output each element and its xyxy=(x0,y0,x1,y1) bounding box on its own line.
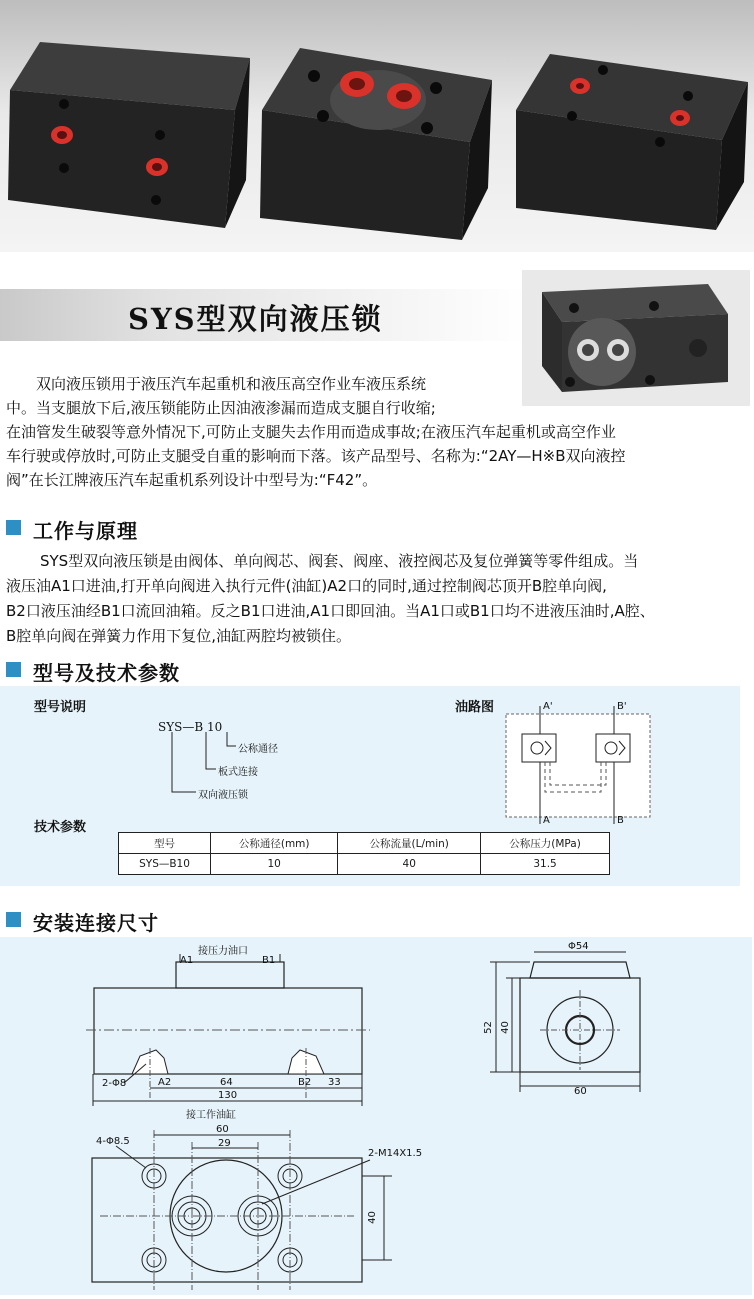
work-line-3: B2口液压油经B1口流回油箱。反之B1口进油,A1口即回油。当A1口或B1口均不进液压油时,A腔、 xyxy=(6,602,655,620)
circuit-label: 油路图 xyxy=(455,700,495,715)
plan-w60-label: 60 xyxy=(216,1124,229,1135)
intro-line-4: 车行驶或停放时,可防止支腿受自重的影响而下落。该产品型号、名称为:“2AY—H※B双向液控 xyxy=(6,447,626,465)
plan-h40-label: 40 xyxy=(366,1211,378,1224)
front-dim-33: 33 xyxy=(328,1077,341,1088)
header-bore: 公称通径(mm) xyxy=(211,833,338,854)
section-title-params: 型号及技术参数 xyxy=(33,661,180,685)
work-line-2: 液压油A1口进油,打开单向阀进入执行元件(油缸)A2口的同时,通过控制阀芯顶开B腔单向阀, xyxy=(6,577,607,595)
cell-pressure: 31.5 xyxy=(481,854,610,875)
model-code: SYS—B 10 xyxy=(158,720,223,734)
plan-w29-label: 29 xyxy=(218,1138,231,1149)
port-a-top: A' xyxy=(543,701,553,712)
intro-line-1: 双向液压锁用于液压汽车起重机和液压高空作业车液压系统 xyxy=(36,375,427,393)
cell-model: SYS—B10 xyxy=(119,854,211,875)
callout-lock: 双向液压锁 xyxy=(198,790,248,801)
plan-thread-label: 2-M14X1.5 xyxy=(368,1148,423,1159)
model-label: 型号说明 xyxy=(34,700,87,715)
front-holes-label: 2-Φ8 xyxy=(102,1078,127,1089)
intro-line-2: 中。当支腿放下后,液压锁能防止因油液渗漏而造成支腿自行收缩; xyxy=(6,399,436,417)
work-line-1: SYS型双向液压锁是由阀体、单向阀芯、阀套、阀座、液控阀芯及复位弹簧等零件组成。当 xyxy=(40,552,639,570)
front-b1-label: B1 xyxy=(262,955,276,966)
section-title-install: 安装连接尺寸 xyxy=(33,911,159,935)
plan-holes-label: 4-Φ8.5 xyxy=(96,1136,130,1147)
header-pressure: 公称压力(MPa) xyxy=(481,833,610,854)
side-h52-label: 52 xyxy=(482,1021,494,1034)
page-title: SYS型双向液压锁 xyxy=(128,302,383,336)
intro-line-3: 在油管发生破裂等意外情况下,可防止支腿失去作用而造成事故;在液压汽车起重机或高空作业 xyxy=(6,423,616,441)
front-dim-130: 130 xyxy=(218,1090,238,1101)
front-a2-label: A2 xyxy=(158,1077,172,1088)
work-line-4: B腔单向阀在弹簧力作用下复位,油缸两腔均被锁住。 xyxy=(6,627,352,645)
front-bottom-label: 接工作油缸 xyxy=(186,1110,236,1121)
side-w60-label: 60 xyxy=(574,1086,587,1097)
callout-bore: 公称通径 xyxy=(238,744,278,755)
front-dim-64: 64 xyxy=(220,1077,233,1088)
front-b2-label: B2 xyxy=(298,1077,312,1088)
tech-params-label: 技术参数 xyxy=(34,820,87,835)
front-a1-label: A1 xyxy=(180,955,194,966)
cell-bore: 10 xyxy=(211,854,338,875)
port-b-top: B' xyxy=(617,701,627,712)
front-top-label: 接压力油口 xyxy=(198,946,248,957)
port-b-bottom: B xyxy=(617,815,624,826)
port-a-bottom: A xyxy=(543,815,550,826)
section-title-work: 工作与原理 xyxy=(33,519,138,543)
side-dia-label: Φ54 xyxy=(568,941,589,952)
header-model: 型号 xyxy=(119,833,211,854)
cell-flow: 40 xyxy=(338,854,481,875)
header-flow: 公称流量(L/min) xyxy=(338,833,481,854)
intro-line-5: 阀”在长江牌液压汽车起重机系列设计中型号为:“F42”。 xyxy=(6,471,378,489)
side-h40-label: 40 xyxy=(499,1021,511,1034)
callout-plate: 板式连接 xyxy=(218,767,258,778)
